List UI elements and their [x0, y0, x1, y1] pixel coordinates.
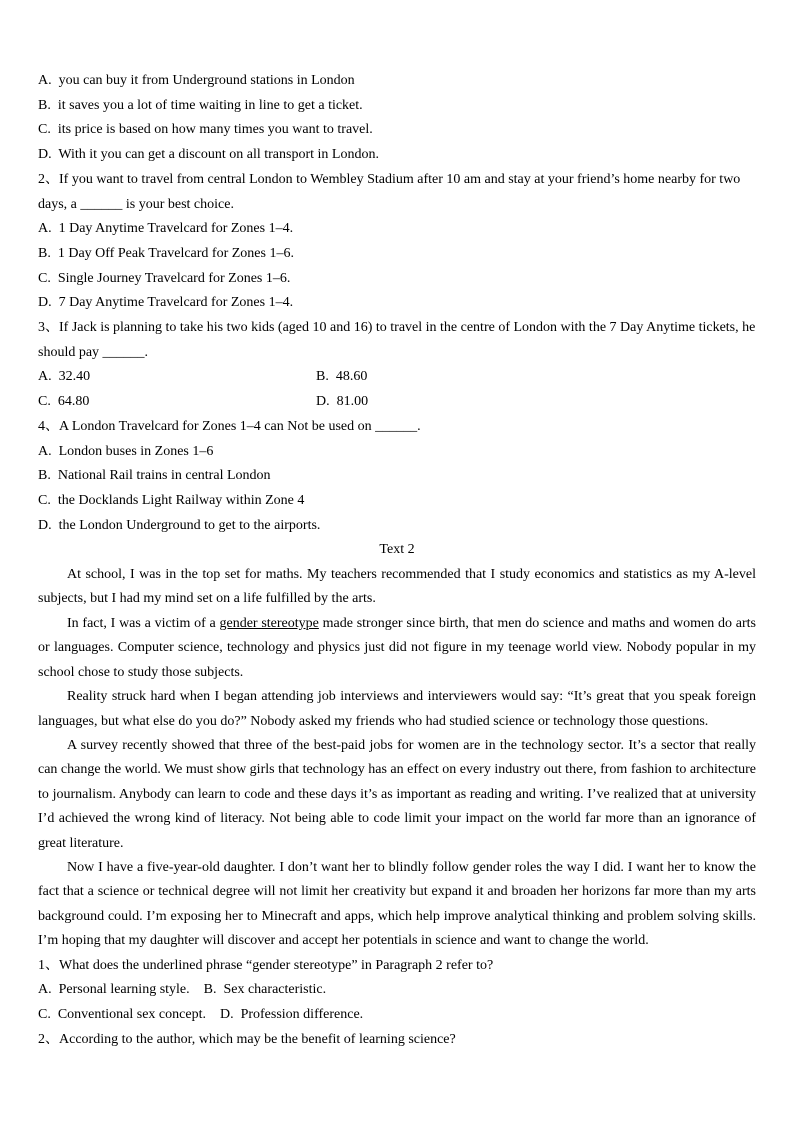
- q4-option-a: A. London buses in Zones 1–6: [38, 443, 214, 459]
- q2-stem: 2、If you want to travel from central London to Wembley Stadium after 10 am and stay at your friend’s home nearby for two days, a ______ is your best choice.: [38, 171, 741, 212]
- text2-q1-stem: 1、What does the underlined phrase “gender stereotype” in Paragraph 2 refer to?: [38, 957, 494, 973]
- q2-option-a: A. 1 Day Anytime Travelcard for Zones 1–4.: [38, 221, 294, 237]
- q2-option-c: C. Single Journey Travelcard for Zones 1–6.: [38, 270, 291, 286]
- text2-q1-options-ab: A. Personal learning style. B. Sex characteristic.: [38, 982, 327, 998]
- passage-paragraph-5: Now I have a five-year-old daughter. I don’t want her to blindly follow gender roles the way I did. I want her to know the fact that a science or technical degree will not limit her creativity but expand it and broaden her horizons far more than my arts background could. I’m exposing her to Minecraft and apps, which help improve analytical thinking and problem solving skills. I’m hoping that my daughter will discover and accept her potentials in science and want to change the world.: [38, 859, 756, 949]
- q3-option-c: C. 64.80: [38, 394, 90, 410]
- q3-option-row-1: [38, 365, 756, 390]
- q4-option-c: C. the Docklands Light Railway within Zone 4: [38, 492, 305, 508]
- q1-option-d: D. With it you can get a discount on all transport in London.: [38, 147, 379, 163]
- q4-option-d: D. the London Underground to get to the airports.: [38, 517, 321, 533]
- q4-stem: 4、A London Travelcard for Zones 1–4 can Not be used on ______.: [38, 418, 421, 434]
- passage-paragraph-2: [38, 612, 756, 685]
- passage-paragraph-3: Reality struck hard when I began attending job interviews and interviewers would say: “It’s great that you speak foreign languages, but what else do you do?” Nobody asked my friends who had studied science or technology those questions.: [38, 689, 756, 729]
- q3-option-row-2: [38, 390, 756, 415]
- text2-q1-options-cd: C. Conventional sex concept. D. Profession difference.: [38, 1006, 364, 1022]
- q1-option-a: A. you can buy it from Underground stations in London: [38, 73, 355, 88]
- q1-option-b: B. it saves you a lot of time waiting in line to get a ticket.: [38, 97, 363, 113]
- underlined-phrase: gender stereotype: [219, 615, 319, 631]
- q2-option-b: B. 1 Day Off Peak Travelcard for Zones 1–6.: [38, 245, 294, 261]
- q4-option-b: B. National Rail trains in central London: [38, 468, 271, 484]
- q3-stem: 3、If Jack is planning to take his two kids (aged 10 and 16) to travel in the centre of London with the 7 Day Anytime tickets, he should pay ______.: [38, 320, 756, 360]
- q3-option-b: B. 48.60: [316, 369, 368, 385]
- passage-paragraph-4: A survey recently showed that three of the best-paid jobs for women are in the technology sector. It’s a sector that really can change the world. We must show girls that technology has an effect on every industry out there, from fashion to architecture to journalism. Anybody can learn to code and these days it’s as important as reading and writing. I’ve realized that at university I’d achieved the wrong kind of literacy. Not being able to code limit your impact on the world far more than an ignorance of great literature.: [38, 737, 756, 851]
- q1-option-c: C. its price is based on how many times you want to travel.: [38, 122, 373, 138]
- text2-heading: Text 2: [379, 542, 415, 558]
- q2-option-d: D. 7 Day Anytime Travelcard for Zones 1–4.: [38, 295, 294, 311]
- q3-option-d: D. 81.00: [316, 394, 369, 410]
- paragraph2-text-after: made stronger since birth, that men do science and maths and women do arts or languages. Computer science, technology and physics just did not figure in my teenage world view. Nobody popular in my school chose to study those subjects.: [38, 615, 756, 680]
- passage-paragraph-1: At school, I was in the top set for maths. My teachers recommended that I study economics and statistics as my A-level subjects, but I had my mind set on a life fulfilled by the arts.: [38, 567, 756, 607]
- paragraph2-text-before: In fact, I was a victim of a: [67, 615, 220, 631]
- q3-option-a: A. 32.40: [38, 369, 91, 385]
- text2-q2-stem: 2、According to the author, which may be the benefit of learning science?: [38, 1031, 456, 1047]
